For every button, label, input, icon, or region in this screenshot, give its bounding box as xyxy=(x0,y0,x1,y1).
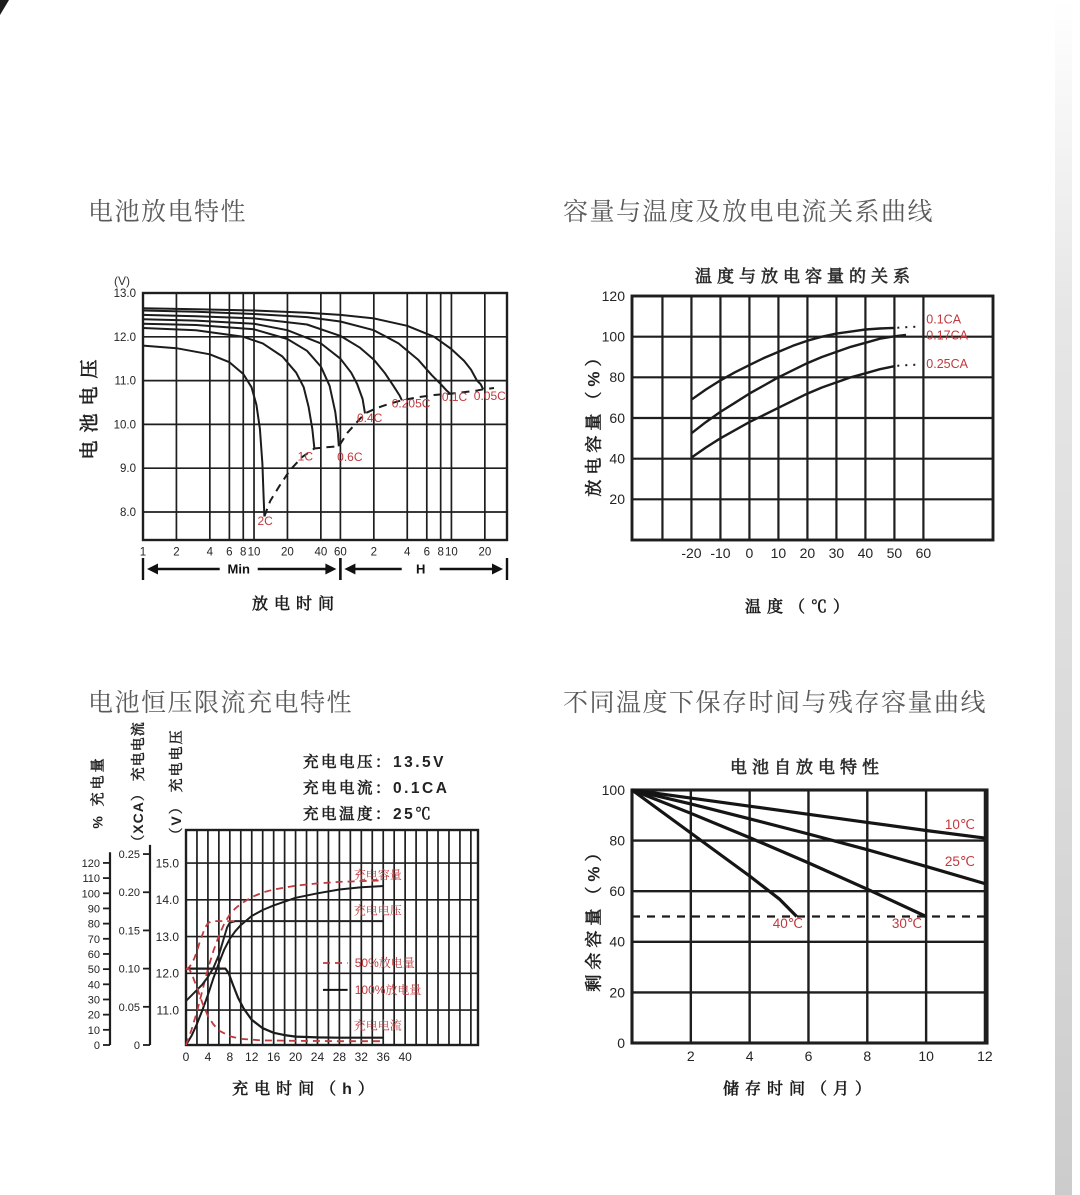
svg-text:60: 60 xyxy=(334,546,347,559)
svg-text:50%放电量: 50%放电量 xyxy=(354,956,415,971)
svg-text:0.6C: 0.6C xyxy=(337,450,363,465)
svg-text:40: 40 xyxy=(398,1050,412,1064)
svg-text:0: 0 xyxy=(93,1040,100,1052)
svg-text:10: 10 xyxy=(87,1024,100,1037)
svg-text:11.0: 11.0 xyxy=(114,375,136,388)
charging-temperature-line: 充电温度：25℃ xyxy=(303,806,434,823)
svg-text:4: 4 xyxy=(204,1050,212,1064)
svg-text:12: 12 xyxy=(977,1048,993,1064)
svg-text:60: 60 xyxy=(609,409,625,426)
svg-text:100%放电量: 100%放电量 xyxy=(354,982,422,997)
svg-text:50: 50 xyxy=(886,545,903,561)
section-title-storage: 不同温度下保存时间与残存容量曲线 xyxy=(563,689,988,717)
svg-text:20: 20 xyxy=(281,546,294,559)
svg-text:100: 100 xyxy=(601,328,625,345)
section-title-charge: 电池恒压限流充电特性 xyxy=(88,689,354,717)
svg-text:20: 20 xyxy=(478,546,492,559)
svg-text:0: 0 xyxy=(182,1050,190,1064)
svg-text:11.0: 11.0 xyxy=(156,1003,179,1018)
x-axis-label-storage-time: 储存时间（月） xyxy=(722,1081,877,1098)
svg-text:70: 70 xyxy=(87,933,100,946)
svg-text:20: 20 xyxy=(609,491,625,508)
svg-text:30℃: 30℃ xyxy=(891,915,923,931)
svg-text:80: 80 xyxy=(609,832,625,849)
svg-text:60: 60 xyxy=(915,545,932,561)
svg-text:20: 20 xyxy=(799,545,816,561)
svg-text:充电容量: 充电容量 xyxy=(353,867,402,882)
svg-text:0.25CA: 0.25CA xyxy=(926,357,969,372)
svg-text:20: 20 xyxy=(609,984,625,1001)
svg-text:0.05: 0.05 xyxy=(118,1001,140,1014)
svg-text:40: 40 xyxy=(857,545,874,561)
svg-text:Min: Min xyxy=(227,561,250,577)
svg-text:1C: 1C xyxy=(297,449,314,464)
svg-text:32: 32 xyxy=(354,1050,368,1064)
svg-text:2C: 2C xyxy=(257,514,273,529)
svg-text:10: 10 xyxy=(445,546,458,559)
svg-text:-10: -10 xyxy=(710,545,731,561)
svg-text:20: 20 xyxy=(87,1009,100,1022)
svg-text:4: 4 xyxy=(206,546,214,559)
svg-text:0: 0 xyxy=(133,1040,140,1052)
scan-edge-shadow xyxy=(1055,0,1072,1195)
svg-text:100: 100 xyxy=(601,781,625,798)
svg-text:50: 50 xyxy=(87,964,100,977)
svg-text:0.17CA: 0.17CA xyxy=(926,328,969,343)
svg-text:36: 36 xyxy=(376,1050,390,1064)
svg-text:6: 6 xyxy=(423,546,430,559)
svg-text:10: 10 xyxy=(247,546,261,559)
svg-text:13.0: 13.0 xyxy=(155,929,179,944)
svg-text:8: 8 xyxy=(226,1050,234,1064)
chart-title-self-discharge: 电池自放电特性 xyxy=(730,758,884,777)
svg-text:28: 28 xyxy=(332,1050,347,1064)
svg-text:13.0: 13.0 xyxy=(113,288,136,301)
svg-text:16: 16 xyxy=(266,1050,281,1064)
svg-text:40: 40 xyxy=(87,979,100,992)
y-axis-label-charge-amount: % 充电量 xyxy=(89,755,106,829)
svg-text:12: 12 xyxy=(245,1050,259,1064)
svg-text:80: 80 xyxy=(87,918,100,931)
svg-text:0.05C: 0.05C xyxy=(473,388,506,403)
svg-text:40: 40 xyxy=(314,546,328,559)
x-axis-label-temperature: 温度（℃） xyxy=(744,599,855,616)
svg-text:30: 30 xyxy=(87,994,100,1007)
svg-text:2: 2 xyxy=(173,546,180,559)
svg-text:1: 1 xyxy=(139,546,147,559)
svg-text:9.0: 9.0 xyxy=(120,463,136,476)
svg-text:0.25: 0.25 xyxy=(118,849,140,862)
charging-voltage-line: 充电电压：13.5V xyxy=(303,754,447,771)
y-axis-label-charge-current: （XCA） 充电电流 xyxy=(130,721,146,849)
svg-text:14.0: 14.0 xyxy=(155,893,179,908)
svg-text:12.0: 12.0 xyxy=(113,331,136,344)
svg-text:0.10: 0.10 xyxy=(118,963,140,976)
charging-current-line: 充电电流：0.1CA xyxy=(303,780,450,797)
svg-text:40℃: 40℃ xyxy=(772,915,803,931)
svg-text:10: 10 xyxy=(770,545,787,561)
chart-title-temp-capacity: 温度与放电容量的关系 xyxy=(695,267,915,286)
svg-text:100: 100 xyxy=(81,888,100,901)
svg-text:40: 40 xyxy=(609,933,625,950)
svg-text:120: 120 xyxy=(601,287,625,304)
svg-text:20: 20 xyxy=(288,1050,303,1064)
y-axis-label-battery-voltage: 电池电压 xyxy=(79,351,101,460)
svg-text:0.15: 0.15 xyxy=(118,925,140,938)
svg-text:40: 40 xyxy=(609,450,625,467)
charging-conditions-block xyxy=(303,750,518,828)
svg-text:15.0: 15.0 xyxy=(155,856,179,871)
svg-text:2: 2 xyxy=(370,546,378,559)
discharge-curves-chart xyxy=(60,260,530,590)
svg-text:80: 80 xyxy=(609,369,625,386)
svg-text:0: 0 xyxy=(745,545,754,561)
svg-text:0.1C: 0.1C xyxy=(441,390,468,405)
svg-text:10℃: 10℃ xyxy=(944,817,976,833)
svg-text:H: H xyxy=(416,561,426,577)
y-axis-label-charge-voltage: （V） 充电电压 xyxy=(168,728,184,842)
svg-text:0.4C: 0.4C xyxy=(356,410,383,425)
y-axis-label-discharge-capacity: 放电容量（%） xyxy=(584,344,604,497)
x-axis-label-charge-time: 充电时间（h） xyxy=(232,1081,380,1098)
svg-text:0: 0 xyxy=(617,1034,625,1051)
svg-text:0.20: 0.20 xyxy=(118,887,140,900)
svg-text:24: 24 xyxy=(310,1050,325,1064)
svg-text:8.0: 8.0 xyxy=(120,506,136,519)
svg-text:0.1CA: 0.1CA xyxy=(926,312,962,327)
svg-text:6: 6 xyxy=(226,546,233,559)
svg-text:10: 10 xyxy=(918,1048,934,1064)
svg-text:充电电压: 充电电压 xyxy=(353,903,402,918)
svg-text:4: 4 xyxy=(745,1048,754,1064)
svg-text:8: 8 xyxy=(437,546,444,559)
svg-text:10.0: 10.0 xyxy=(113,419,136,432)
svg-text:120: 120 xyxy=(81,857,100,870)
temp-capacity-chart xyxy=(560,260,1030,570)
scan-corner-artifact xyxy=(0,0,9,15)
svg-text:25℃: 25℃ xyxy=(944,853,976,869)
svg-text:30: 30 xyxy=(828,545,845,561)
svg-text:充电电流: 充电电流 xyxy=(353,1018,402,1033)
svg-text:4: 4 xyxy=(404,546,411,559)
svg-text:2: 2 xyxy=(686,1048,695,1064)
svg-text:6: 6 xyxy=(804,1048,813,1064)
svg-text:8: 8 xyxy=(240,546,247,559)
svg-text:60: 60 xyxy=(609,883,625,900)
svg-text:-20: -20 xyxy=(681,545,702,561)
svg-text:0.205C: 0.205C xyxy=(391,396,431,411)
section-title-discharge: 电池放电特性 xyxy=(88,198,248,226)
svg-text:60: 60 xyxy=(87,948,100,961)
svg-text:110: 110 xyxy=(82,873,100,886)
self-discharge-chart xyxy=(560,752,1040,1072)
svg-text:8: 8 xyxy=(863,1048,872,1064)
x-axis-label-discharge-time: 放电时间 xyxy=(251,596,340,613)
svg-text:90: 90 xyxy=(87,903,100,916)
svg-text:12.0: 12.0 xyxy=(155,966,179,981)
y-axis-label-remaining-capacity: 剩余容量（%） xyxy=(584,839,604,992)
section-title-capacity-temp: 容量与温度及放电电流关系曲线 xyxy=(563,198,935,226)
svg-text:(V): (V) xyxy=(114,274,130,288)
